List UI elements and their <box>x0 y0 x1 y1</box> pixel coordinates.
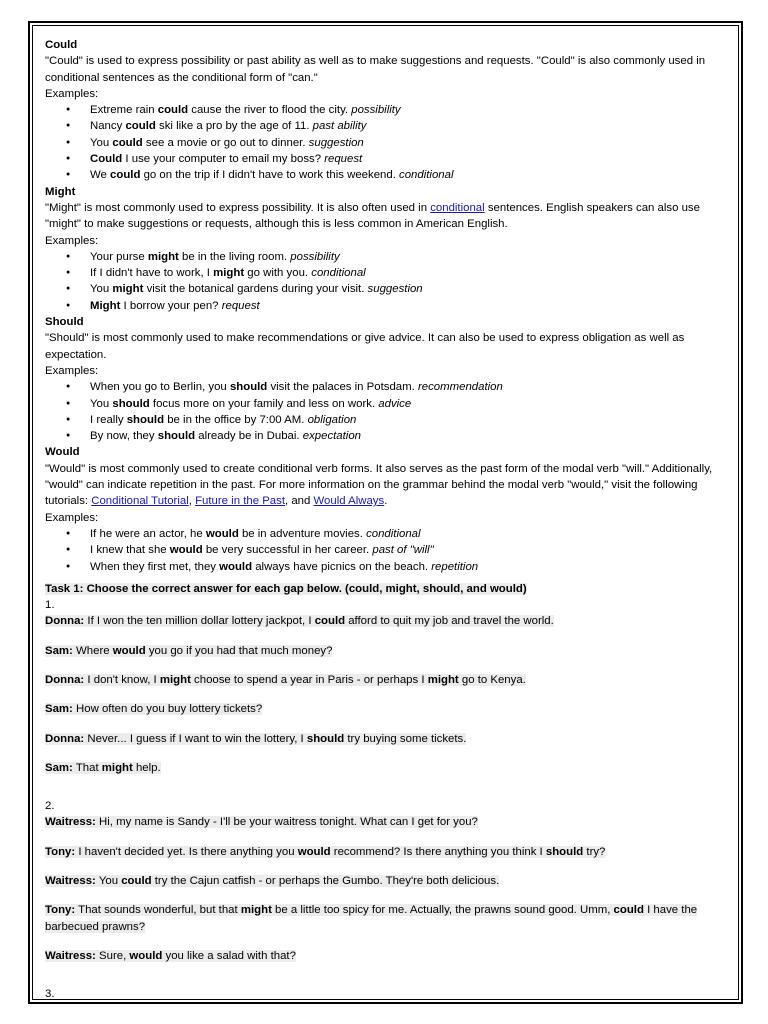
example-item: ● If he were an actor, he would be in adventure movies. conditional <box>45 526 725 542</box>
examples-label: Examples: <box>45 234 99 247</box>
example-item: ● When they first met, they would always have picnics on the beach. repetition <box>45 559 725 575</box>
document-body <box>45 37 725 1003</box>
conditional-tutorial-link[interactable]: Conditional Tutorial <box>91 495 189 508</box>
task-section <box>45 581 725 1003</box>
dialogue-block <box>45 597 725 776</box>
example-item: ● I knew that she would be very successful in her career. past of "will" <box>45 542 725 558</box>
dialogue-line: Tony: I haven't decided yet. Is there anything you would recommend? Is there anything you think I should try? <box>45 845 606 858</box>
example-item: ● If I didn't have to work, I might go with you. conditional <box>45 265 725 281</box>
dialogues-container <box>45 597 725 1002</box>
future-in-the-past-link[interactable]: Future in the Past <box>195 495 285 508</box>
dialogue-line: Sam: How often do you buy lottery tickets? <box>45 703 263 716</box>
example-item: ● Could I use your computer to email my boss? request <box>45 151 725 167</box>
example-item: ● You could see a movie or go out to dinner. suggestion <box>45 135 725 151</box>
section-heading: Would <box>45 446 80 459</box>
section-heading: Could <box>45 39 78 51</box>
dialogue-line: Donna: If I won the ten million dollar lottery jackpot, I could afford to quit my job and travel the world. <box>45 615 554 628</box>
dialogue-line: Donna: I don't know, I might choose to spend a year in Paris - or perhaps I might go to Kenya. <box>45 673 526 686</box>
speaker-name: Waitress: <box>45 875 96 888</box>
speaker-name: Donna: <box>45 615 85 628</box>
would-always-link[interactable]: Would Always <box>313 495 385 508</box>
example-item: ● We could go on the trip if I didn't have to work this weekend. conditional <box>45 167 725 183</box>
section-would <box>45 444 725 574</box>
speaker-name: Waitress: <box>45 816 96 829</box>
dialogue-line: Waitress: You could try the Cajun catfish - or perhaps the Gumbo. They're both delicious. <box>45 875 500 888</box>
speaker-name: Donna: <box>45 732 85 745</box>
example-item: ● Your purse might be in the living room. possibility <box>45 249 725 265</box>
dialogue-block <box>45 986 725 1002</box>
example-item: ● I really should be in the office by 7:00 AM. obligation <box>45 412 725 428</box>
speaker-name: Donna: <box>45 673 85 686</box>
speaker-name: Tony: <box>45 845 76 858</box>
dialogue-number: 3. <box>45 988 55 1001</box>
examples-label: Examples: <box>45 364 99 377</box>
dialogue-block <box>45 798 725 964</box>
speaker-name: Sam: <box>45 703 73 716</box>
speaker-name: Waitress: <box>45 949 96 962</box>
dialogue-number: 1. <box>45 599 55 612</box>
dialogue-line: Sam: Where would you go if you had that much money? <box>45 644 333 657</box>
example-item: ● Might I borrow your pen? request <box>45 298 725 314</box>
speaker-name: Sam: <box>45 761 73 774</box>
example-item: ● When you go to Berlin, you should visit the palaces in Potsdam. recommendation <box>45 379 725 395</box>
dialogue-line: Donna: Never... I guess if I want to win the lottery, I should try buying some tickets. <box>45 732 467 745</box>
section-might <box>45 184 725 314</box>
examples-list <box>45 249 725 314</box>
section-description: "Might" is most commonly used to express possibility. It is also often used in conditional sentences. English speakers can also use "might" to make suggestions or requests, although this is less common in American English. <box>45 201 700 231</box>
section-could <box>45 37 725 184</box>
examples-label: Examples: <box>45 87 99 100</box>
dialogue-line: Waitress: Sure, would you like a salad with that? <box>45 949 296 962</box>
dialogue-line: Tony: That sounds wonderful, but that might be a little too spicy for me. Actually, the prawns sound good. Umm, could I have the barbecued prawns? <box>45 904 698 933</box>
examples-list <box>45 379 725 444</box>
examples-label: Examples: <box>45 511 99 524</box>
speaker-name: Tony: <box>45 904 76 917</box>
section-description: "Should" is most commonly used to make recommendations or give advice. It can also be used to express obligation as well as expectation. <box>45 332 685 361</box>
examples-list <box>45 526 725 575</box>
section-heading: Should <box>45 316 84 329</box>
example-item: ● You should focus more on your family and less on work. advice <box>45 396 725 412</box>
section-description: "Could" is used to express possibility or past ability as well as to make suggestions and requests. "Could" is also commonly used in conditional sentences as the conditional form of "can." <box>45 55 706 84</box>
section-heading: Might <box>45 185 76 198</box>
task-title: Task 1: Choose the correct answer for each gap below. (could, might, should, and would) <box>45 582 527 595</box>
dialogue-line: Waitress: Hi, my name is Sandy - I'll be your waitress tonight. What can I get for you? <box>45 816 478 829</box>
section-should <box>45 314 725 444</box>
speaker-name: Sam: <box>45 644 73 657</box>
example-item: ● Extreme rain could cause the river to flood the city. possibility <box>45 102 725 118</box>
example-item: ● By now, they should already be in Dubai. expectation <box>45 428 725 444</box>
example-item: ● You might visit the botanical gardens during your visit. suggestion <box>45 281 725 297</box>
example-item: ● Nancy could ski like a pro by the age of 11. past ability <box>45 118 725 134</box>
section-description: "Would" is most commonly used to create conditional verb forms. It also serves as the past form of the modal verb "will." Additionally, "would" can indicate repetition in the past. For more information on the grammar behind the modal verb "would," visit the following tutorials: Conditional Tutorial, Future in the Past, and Would Always. <box>45 462 713 508</box>
conditional-link[interactable]: conditional <box>430 201 485 214</box>
examples-list <box>45 102 725 183</box>
dialogue-line: Sam: That might help. <box>45 761 161 774</box>
dialogue-number: 2. <box>45 800 55 813</box>
